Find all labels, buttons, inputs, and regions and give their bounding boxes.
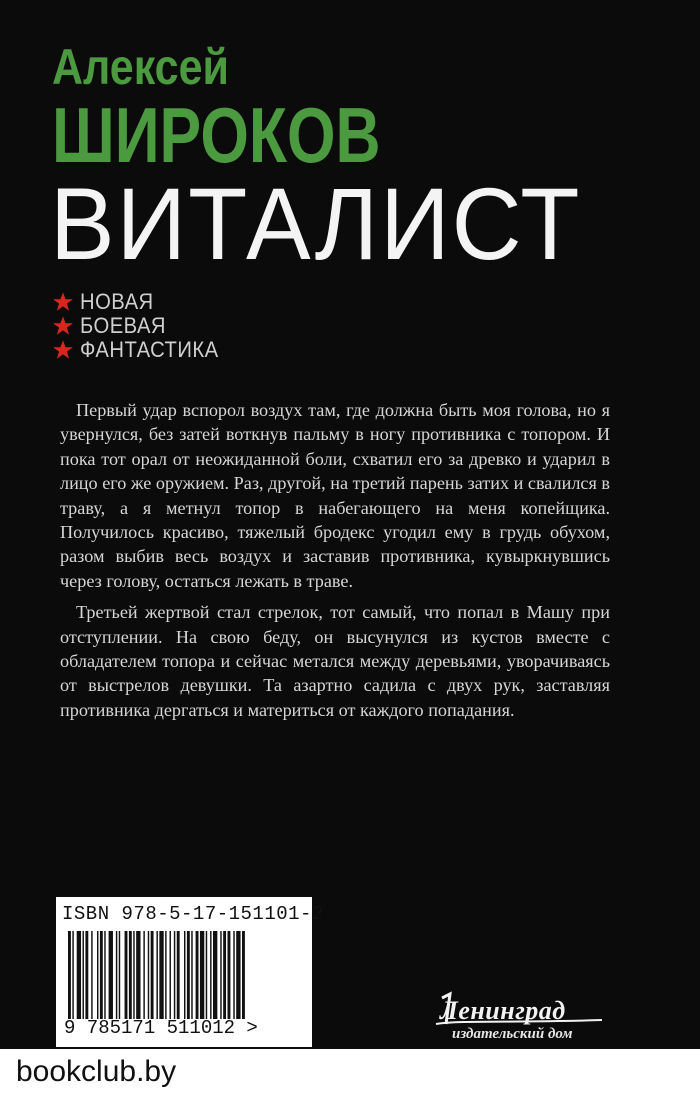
- barcode-bars: [68, 931, 300, 1019]
- series-line-1: [52, 290, 312, 314]
- publisher-subtitle: издательский дом: [452, 1026, 573, 1042]
- blurb-paragraph-2: Третьей жертвой стал стрелок, тот самый, что попал в Машу при отступлении. На свою беду, он высунулся из кустов вместе с обладателем топора и сейчас метался между деревьями, уворачиваясь от выстрелов девушки. Та азартно садила с двух рук, заставляя противника дергаться и материться от каждого попадания.: [60, 602, 610, 720]
- blurb-paragraph-1: Первый удар вспорол воздух там, где должна быть моя голова, но я увернулся, без затей воткнув пальму в ногу противника с топором. И пока тот орал от неожиданной боли, схватил его за древко и ударил в лицо его же оружием. Раз, другой, на третий парень затих и свалился в траву, а я метнул топор в набегающего на меня копейщика. Получилось красиво, тяжелый бродекс угодил ему в грудь обухом, разом выбив весь воздух и заставив противника, кувыркнувшись через голову, остаться лежать в траве.: [60, 400, 610, 591]
- red-star-icon: [52, 315, 74, 337]
- series-word-2: БОЕВАЯ: [80, 313, 167, 338]
- barcode-digits: 9 785171 511012 >: [64, 1017, 258, 1039]
- isbn-barcode: [56, 897, 324, 1047]
- author-first-name: Алексей: [52, 39, 229, 95]
- red-star-icon: [52, 339, 74, 361]
- book-title: ВИТАЛИСТ: [50, 167, 582, 281]
- isbn-label: ISBN 978-5-17-151101-2: [62, 903, 324, 925]
- publisher-logo: [432, 990, 632, 1050]
- source-watermark: [0, 1049, 700, 1100]
- series-word-1: НОВАЯ: [80, 289, 154, 314]
- red-star-icon: [52, 291, 74, 313]
- series-word-3: ФАНТАСТИКА: [80, 337, 219, 362]
- series-line-3: [52, 338, 312, 362]
- blurb-text: [60, 398, 610, 722]
- watermark-text: bookclub.by: [16, 1055, 177, 1088]
- author-last-name: ШИРОКОВ: [52, 91, 381, 179]
- publisher-name: Ленинград: [440, 996, 566, 1025]
- series-line-2: [52, 314, 312, 338]
- series-label: [52, 290, 312, 362]
